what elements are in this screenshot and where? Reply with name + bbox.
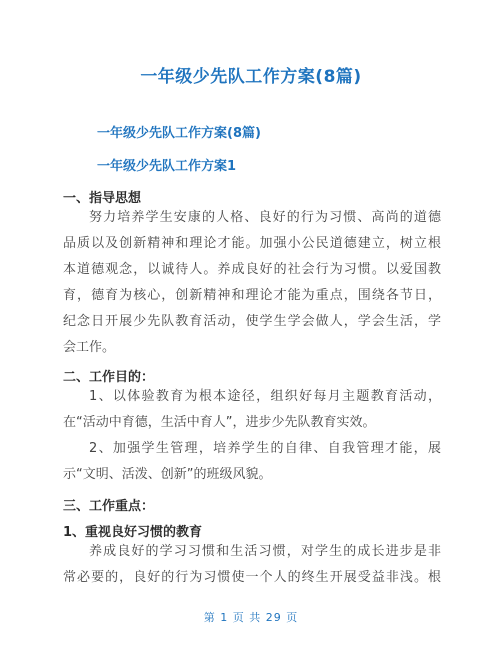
section-3-paragraph bbox=[63, 539, 441, 591]
paragraph-line: 1、以体验教育为根本途径，组织好每月主题教育活动， bbox=[89, 389, 441, 404]
paragraph-line: 2、加强学生管理，培养学生的自律、自我管理才能，展 bbox=[89, 441, 441, 456]
section-2-item-2 bbox=[63, 436, 441, 488]
section-1-paragraph bbox=[63, 205, 441, 361]
section-1-title: 一、指导思想 bbox=[63, 191, 142, 206]
paragraph-line: 育，德育为核心，创新精神和理论才能为重点，围绕各节日， bbox=[63, 288, 441, 303]
paragraph-line: 在“活动中育德，生活中育人”，进步少先队教育实效。 bbox=[63, 415, 376, 430]
document-title: 一年级少先队工作方案(8篇) bbox=[140, 67, 362, 87]
page-number-footer: 第 1 页 共 29 页 bbox=[203, 611, 299, 624]
section-3-title: 三、工作重点： bbox=[63, 499, 155, 514]
paragraph-line: 示“文明、活泼、创新”的班级风貌。 bbox=[63, 467, 272, 482]
paragraph-line: 品质以及创新精神和理论才能。加强小公民道德建立，树立根 bbox=[63, 236, 441, 251]
paragraph-line: 常必要的，良好的行为习惯使一个人的终生开展受益非浅。根 bbox=[63, 570, 441, 585]
document-subtitle: 一年级少先队工作方案(8篇) bbox=[97, 126, 261, 141]
plan-heading: 一年级少先队工作方案1 bbox=[97, 159, 237, 174]
paragraph-line: 会工作。 bbox=[63, 340, 116, 355]
section-3-subtitle: 1、重视良好习惯的教育 bbox=[63, 525, 203, 540]
paragraph-line: 养成良好的学习习惯和生活习惯，对学生的成长进步是非 bbox=[89, 544, 441, 559]
section-2-title: 二、工作目的： bbox=[63, 370, 155, 385]
section-2-item-1 bbox=[63, 384, 441, 436]
paragraph-line: 努力培养学生安康的人格、良好的行为习惯、高尚的道德 bbox=[89, 210, 441, 225]
paragraph-line: 本道德观念，以诚待人。养成良好的社会行为习惯。以爱国教 bbox=[63, 262, 441, 277]
paragraph-line: 纪念日开展少先队教育活动，使学生学会做人，学会生活，学 bbox=[63, 314, 441, 329]
